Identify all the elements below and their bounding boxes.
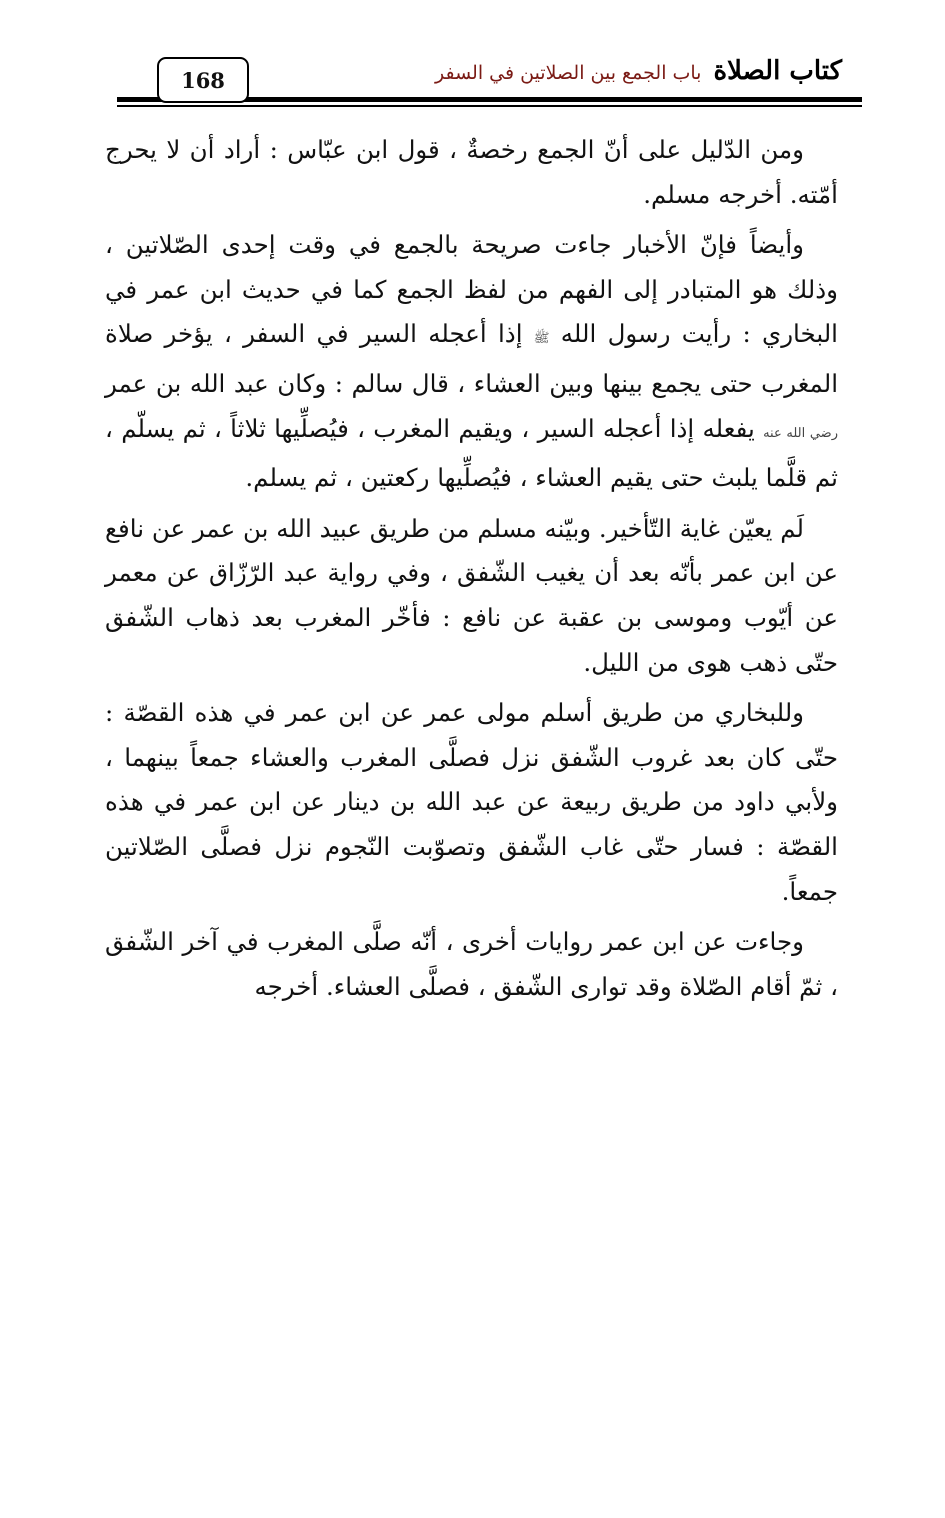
page-header — [117, 48, 862, 118]
paragraph-2 — [105, 223, 838, 501]
salawat-symbol: ﷺ — [533, 331, 550, 347]
paragraph-2-part-2: إذا أعجله السير في السفر ، يؤخر صلاة المغرب حتى يجمع بينها وبين العشاء ، قال سالم : وكان عبد الله بن عمر — [105, 319, 838, 398]
page-number: 168 — [157, 57, 249, 103]
book-title: كتاب الصلاة — [713, 56, 842, 86]
radiallahu-symbol: رضي الله عنه — [763, 425, 838, 441]
header-rule-thin — [117, 105, 862, 107]
running-title — [435, 56, 842, 86]
paragraph-2-part-1: وأيضاً فإنّ الأخبار جاءت صريحة بالجمع في وقت إحدى الصّلاتين ، وذلك هو المتبادر إلى الفهم من لفظ الجمع كما في حديث ابن عمر في البخاري : رأيت رسول الله — [105, 230, 838, 349]
chapter-title: باب الجمع بين الصلاتين في السفر — [435, 62, 702, 84]
paragraph-1: ومن الدّليل على أنّ الجمع رخصةٌ ، قول ابن عبّاس : أراد أن لا يحرج أمّته. أخرجه مسلم. — [105, 135, 838, 209]
body-text — [105, 128, 838, 1009]
paragraph-5: وجاءت عن ابن عمر روايات أخرى ، أنّه صلَّى المغرب في آخر الشّفق ، ثمّ أقام الصّلاة وقد توارى الشّفق ، فصلَّى العشاء. أخرجه — [105, 927, 838, 1001]
paragraph-4: وللبخاري من طريق أسلم مولى عمر عن ابن عمر في هذه القصّة : حتّى كان بعد غروب الشّفق نزل فصلَّى المغرب والعشاء جمعاً بينهما ، ولأبي داود من طريق ربيعة عن عبد الله بن دينار عن ابن عمر في هذه القصّة : فسار حتّى غاب الشّفق وتصوّبت النّجوم نزل فصلَّى الصّلاتين جمعاً. — [105, 698, 838, 906]
paragraph-3: لَم يعيّن غاية التّأخير. وبيّنه مسلم من طريق عبيد الله بن عمر عن نافع عن ابن عمر بأنّه بعد أن يغيب الشّفق ، وفي رواية عبد الرّزّاق عن معمر عن أيّوب وموسى بن عقبة عن نافع : فأخّر المغرب بعد ذهاب الشّفق حتّى ذهب هوى من الليل. — [105, 513, 838, 677]
paragraph-2-part-3: يفعله إذا أعجله السير ، ويقيم المغرب ، فيُصلِّيها ثلاثاً ، ثم يسلّم ، ثم قلَّما يلبث حتى يقيم العشاء ، فيُصلِّيها ركعتين ، ثم يسلم. — [105, 413, 838, 493]
